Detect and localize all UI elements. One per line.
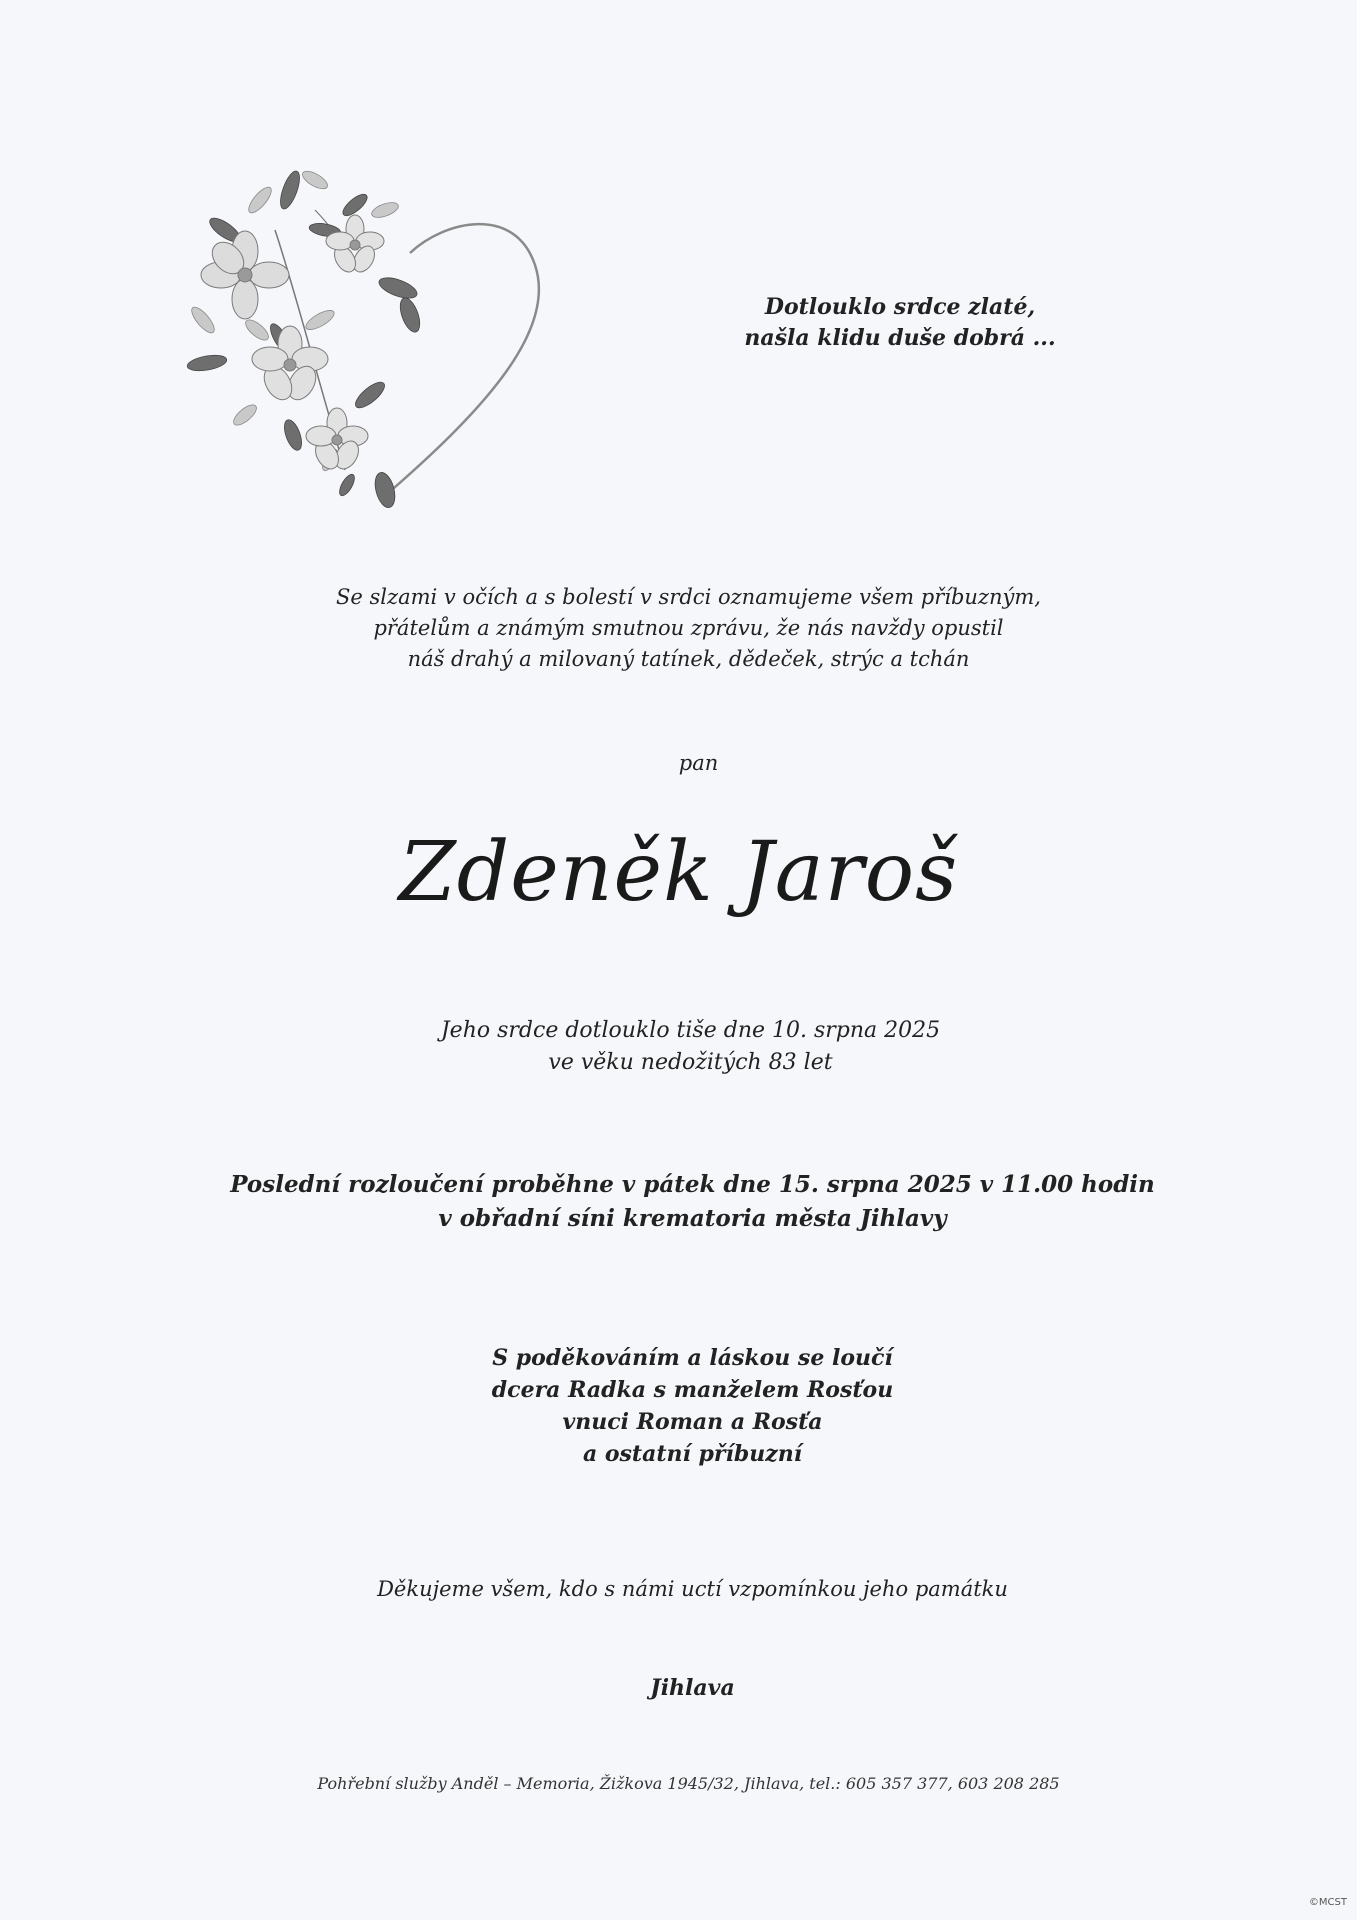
leaf: [396, 295, 423, 334]
deceased-name: Zdeněk Jaroš: [398, 825, 959, 920]
motto: [720, 292, 1080, 354]
death-info: [12, 1015, 1357, 1079]
leaf: [242, 316, 271, 343]
mourners-line-2: dcera Radka s manželem Rosťou: [491, 1377, 894, 1403]
death-date-line: Jeho srdce dotlouklo tiše dne 10. srpna 2025: [440, 1018, 941, 1043]
flower-large: [201, 231, 289, 319]
mourners-line-4: a ostatní příbuzní: [582, 1441, 803, 1467]
leaf: [186, 353, 228, 374]
leaf: [230, 401, 259, 428]
announcement: [10, 582, 1357, 675]
leaf: [188, 304, 218, 336]
leaf: [300, 170, 330, 192]
watermark: ©MCST: [1308, 1897, 1347, 1908]
thanks-line: Děkujeme všem, kdo s námi uctí vzpomínkou jeho památku: [377, 1577, 1008, 1601]
mourners-line-1: S poděkováním a láskou se loučí: [492, 1345, 893, 1371]
flower-top: [326, 215, 384, 276]
floral-heart-icon: [185, 170, 565, 550]
death-age-line: ve věku nedožitých 83 let: [548, 1050, 833, 1075]
heart-outline: [380, 224, 539, 500]
leaf: [372, 470, 399, 509]
flower-bottom: [306, 408, 368, 473]
leaf: [337, 472, 358, 498]
leaf: [352, 378, 389, 412]
funeral-date-line: Poslední rozloučení proběhne v pátek dne 15. srpna 2025 v 11.00 hodin: [230, 1171, 1155, 1198]
announcement-line-2: přátelům a známým smutnou zprávu, že nás navždy opustil: [373, 616, 1004, 640]
city: Jihlava: [650, 1675, 735, 1701]
leaf: [277, 170, 304, 211]
honorific: pan: [678, 751, 719, 775]
motto-line-2: našla klidu duše dobrá ...: [744, 325, 1056, 351]
leaf: [245, 184, 275, 216]
motto-line-1: Dotlouklo srdce zlaté,: [764, 294, 1036, 320]
funeral-service-footer: Pohřební služby Anděl – Memoria, Žižkova 1945/32, Jihlava, tel.: 605 357 377, 603 208 285: [317, 1774, 1060, 1793]
announcement-line-3: náš drahý a milovaný tatínek, dědeček, strýc a tchán: [407, 647, 970, 671]
mourners: [14, 1342, 1357, 1470]
leaf: [370, 200, 400, 221]
announcement-line-1: Se slzami v očích a s bolestí v srdci oznamujeme všem příbuzným,: [336, 585, 1041, 609]
leaf: [281, 418, 305, 453]
leaf: [303, 307, 337, 333]
funeral-info: [14, 1168, 1357, 1236]
mourners-line-3: vnuci Roman a Rosťa: [562, 1409, 823, 1435]
leaf: [376, 274, 419, 303]
funeral-place-line: v obřadní síni krematoria města Jihlavy: [438, 1205, 947, 1232]
